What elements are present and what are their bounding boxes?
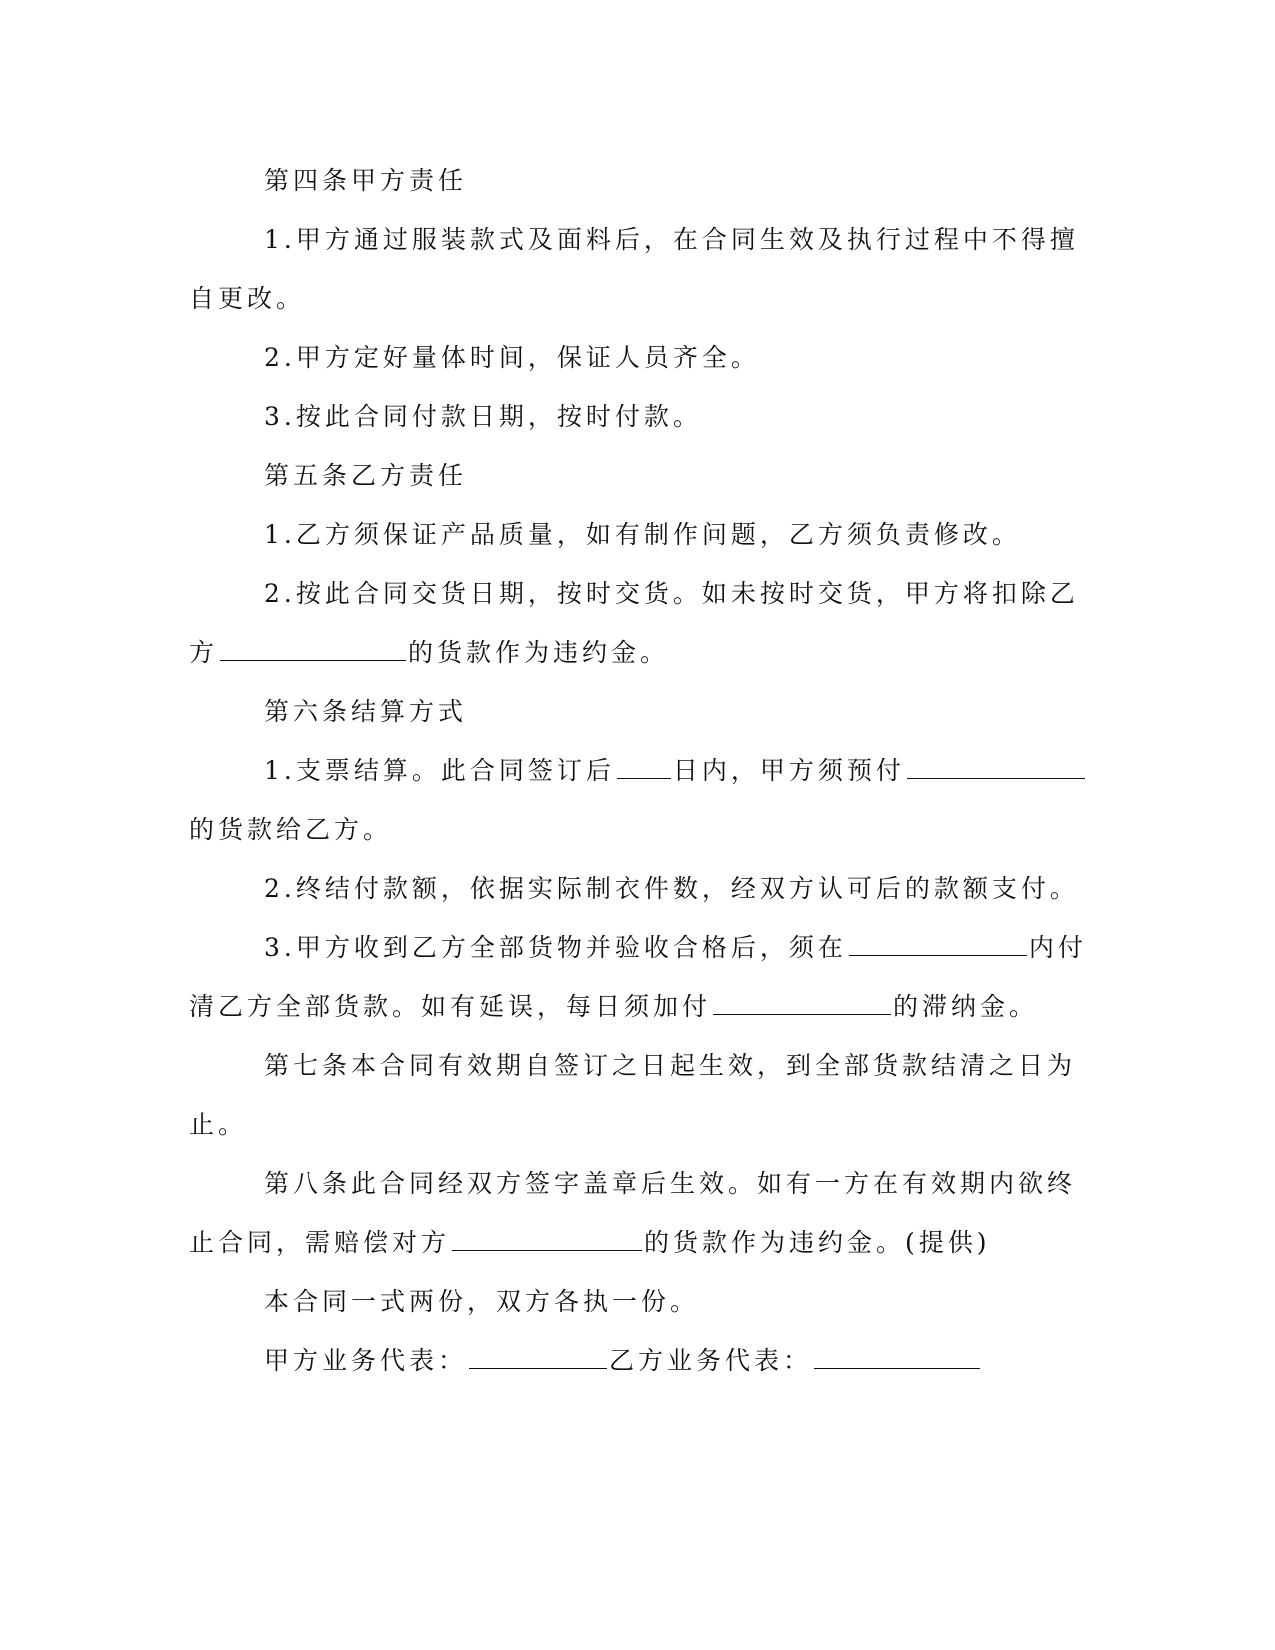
article-6-item-1 (264, 758, 1087, 783)
article-8 (264, 1171, 1076, 1196)
line-text: 3.按此合同付款日期，按时付款。 (264, 402, 702, 431)
article-5-item-1 (264, 522, 1021, 547)
line-text: 第四条甲方责任 (264, 166, 468, 195)
line-text: 1.支票结算。此合同签订后 (264, 756, 615, 785)
signature-line (264, 1348, 982, 1373)
article-6-item-2 (264, 876, 1079, 901)
party-a-signature-blank[interactable] (469, 1367, 607, 1369)
line-text: 2.终结付款额，依据实际制衣件数，经双方认可后的款额支付。 (264, 874, 1079, 903)
line-text: 的货款给乙方。 (189, 815, 393, 844)
line-text: 2.按此合同交货日期，按时交货。如未按时交货，甲方将扣除乙 (264, 579, 1079, 608)
line-text: 止。 (189, 1110, 248, 1139)
fill-in-blank[interactable] (849, 954, 1027, 956)
line-text: 第六条结算方式 (264, 697, 468, 726)
line-text: 自更改。 (189, 284, 306, 313)
line-text: 第五条乙方责任 (264, 461, 468, 490)
line-text: 的货款作为违约金。(提供) (644, 1228, 991, 1257)
article-4-item-1 (264, 227, 1079, 252)
article-6-item-3 (264, 935, 1087, 960)
fill-in-blank[interactable] (452, 1249, 642, 1251)
party-b-representative-label: 乙方业务代表： (609, 1346, 813, 1375)
line-text: 方 (189, 638, 219, 667)
article-6-item-3-continued (189, 994, 1038, 1019)
article-5-heading (264, 463, 467, 488)
copies-clause (264, 1289, 699, 1314)
party-b-signature-blank[interactable] (814, 1367, 980, 1369)
article-5-item-2-continued (189, 640, 669, 665)
fill-in-blank[interactable] (713, 1013, 891, 1015)
fill-in-blank[interactable] (617, 777, 671, 779)
party-a-representative-label: 甲方业务代表： (264, 1346, 468, 1375)
line-text: 2.甲方定好量体时间，保证人员齐全。 (264, 343, 760, 372)
line-text: 日内，甲方须预付 (672, 756, 905, 785)
line-text: 第八条此合同经双方签字盖章后生效。如有一方在有效期内欲终 (264, 1169, 1077, 1198)
article-5-item-2 (264, 581, 1079, 606)
line-text: 的货款作为违约金。 (408, 638, 670, 667)
fill-in-blank[interactable] (907, 777, 1085, 779)
line-text: 本合同一式两份，双方各执一份。 (264, 1287, 700, 1316)
line-text: 清乙方全部货款。如有延误，每日须加付 (189, 992, 712, 1021)
line-text: 1.乙方须保证产品质量，如有制作问题，乙方须负责修改。 (264, 520, 1021, 549)
line-text: 3.甲方收到乙方全部货物并验收合格后，须在 (264, 933, 847, 962)
article-4-item-3 (264, 404, 702, 429)
line-text: 内付 (1028, 933, 1087, 962)
article-7 (264, 1053, 1076, 1078)
article-6-heading (264, 699, 467, 724)
article-4-item-1-continued (189, 286, 305, 311)
line-text: 的滞纳金。 (893, 992, 1039, 1021)
article-4-item-2 (264, 345, 760, 370)
line-text: 止合同，需赔偿对方 (189, 1228, 451, 1257)
fill-in-blank[interactable] (220, 659, 406, 661)
article-6-item-1-continued (189, 817, 392, 842)
article-8-continued (189, 1230, 991, 1255)
article-7-continued (189, 1112, 247, 1137)
article-4-heading (264, 168, 467, 193)
line-text: 1.甲方通过服装款式及面料后，在合同生效及执行过程中不得擅 (264, 225, 1079, 254)
line-text: 第七条本合同有效期自签订之日起生效，到全部货款结清之日为 (264, 1051, 1077, 1080)
